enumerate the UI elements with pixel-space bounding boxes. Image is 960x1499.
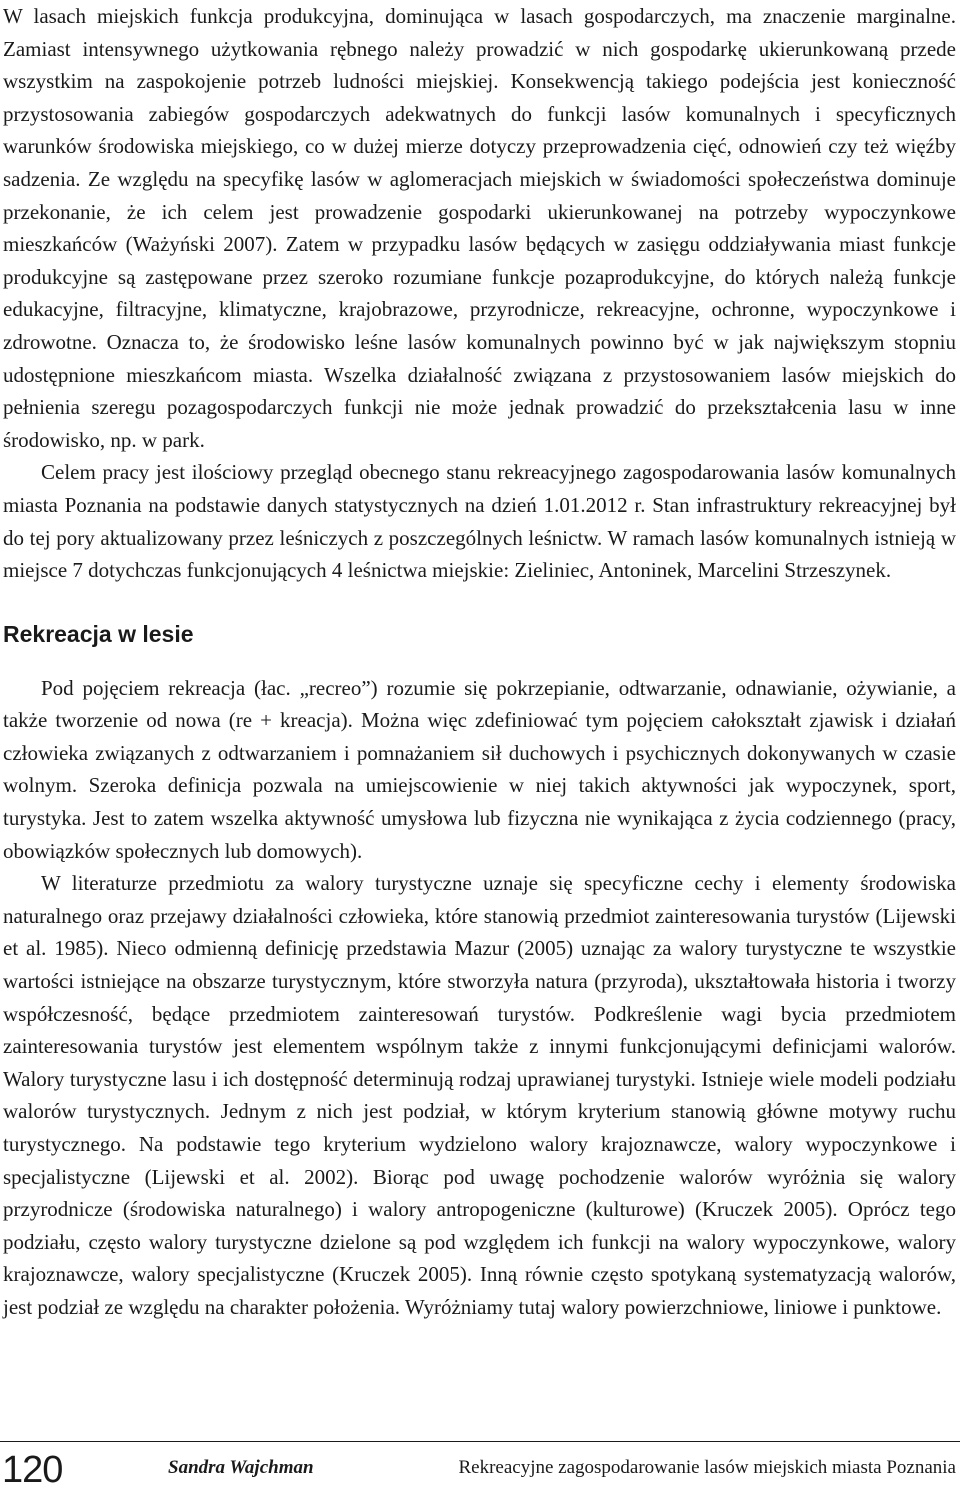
paragraph-study-aim: Celem pracy jest ilościowy przegląd obecnego stanu rekreacyjnego zagospodarowania lasów komunalnych miasta Poznania na podstawie danych statystycznych na dzień 1.01.2012 r. Stan infrastruktury rekreacyjnej był do tej pory aktualizowany przez leśniczych z poszczególnych leśnictw. W ramach lasów komunalnych istnieją w miejsce 7 dotychczas funkcjonujących 4 leśnictwa miejskie: Zieliniec, Antoninek, Marcelini Strzeszynek. bbox=[3, 460, 956, 583]
page-number: 120 bbox=[2, 1449, 63, 1491]
paragraph-tourist-values: W literaturze przedmiotu za walory turystyczne uznaje się specyficzne cechy i elementy środowiska naturalnego oraz przejawy działalności człowieka, które stanowią przedmiot zainteresowania turystów (Lijewski et al. 1985). Nieco odmienną definicję przedstawia Mazur (2005) uznając za walory turystyczne te wszystkie wartości istniejące na obszarze turystycznym, które stworzyła natura (przyroda), ukształtowała historia i tworzy współczesność, będące przedmiotem zainteresowań turystów. Podkreślenie wagi bycia przedmiotem zainteresowania turystów jest elementem wspólnym także z innymi funkcjonującymi definicjami walorów. Walory turystyczne lasu i ich dostępność determinują rodzaj uprawianej turystyki. Istnieje wiele modeli podziału walorów turystycznych. Jednym z nich jest podział, w którym kryterium stanowią główne motywy ruchu turystycznego. Na podstawie tego kryterium wydzielono walory krajoznawcze, walory wypoczynkowe i specjalistyczne (Lijewski et al. 2002). Biorąc pod uwagę pochodzenie walorów wyróżnia się walory przyrodnicze (środowiska naturalnego) i walory antropogeniczne (kulturowe) (Kruczek 2005). Oprócz tego podziału, często walory turystyczne dzielone są pod względem ich funkcji na walory wypoczynkowe, walory krajoznawcze, walory specjalistyczne (Kruczek 2005). Inną równie często spotykaną systematyzacją walorów, jest podział ze względu na charakter położenia. Wyróżniamy tutaj walory powierzchniowe, liniowe i punktowe. bbox=[3, 871, 956, 1319]
footer-author: Sandra Wajchman bbox=[168, 1457, 314, 1478]
section-title: Rekreacja w lesie bbox=[3, 620, 194, 647]
body-text bbox=[3, 0, 956, 1324]
paragraph-recreation-definition: Pod pojęciem rekreacja (łac. „recreo”) rozumie się pokrzepianie, odtwarzanie, odnawianie, ożywianie, a także tworzenie od nowa (re + kreacja). Można więc zdefiniować tym pojęciem całokształt zjawisk i działań człowieka związanych z odtwarzaniem i pomnażaniem sił duchowych i psychicznych dokonywanych w czasie wolnym. Szeroka definicja pozwala na umiejscowienie w niej takich aktywności jak wypoczynek, sport, turystyka. Jest to zatem wszelka aktywność umysłowa lub fizyczna nie wynikająca z życia codziennego (pracy, obowiązków społecznych lub domowych). bbox=[3, 675, 956, 863]
footer-running-title: Rekreacyjne zagospodarowanie lasów miejskich miasta Poznania bbox=[458, 1457, 956, 1478]
footer-divider bbox=[0, 1441, 960, 1442]
paragraph-urban-forest-functions: W lasach miejskich funkcja produkcyjna, dominująca w lasach gospodarczych, ma znaczenie marginalne. Zamiast intensywnego użytkowania rębnego należy prowadzić w nich gospodarkę ukierunkowaną przede wszystkim na zaspokojenie potrzeb ludności miejskiej. Konsekwencją takiego podejścia jest konieczność przystosowania zabiegów gospodarczych adekwatnych do funkcji lasów komunalnych i specyficznych warunków środowiska miejskiego, co w dużej mierze dotyczy przeprowadzenia cięć, odnowień czy też więźby sadzenia. Ze względu na specyfikę lasów w aglomeracjach miejskich w świadomości społeczeństwa dominuje przekonanie, że ich celem jest prowadzenie gospodarki ukierunkowanej na potrzeby wypoczynkowe mieszkańców (Ważyński 2007). Zatem w przypadku lasów będących w zasięgu oddziaływania miast funkcje produkcyjne są zastępowane przez szeroko rozumiane funkcje pozaprodukcyjne, do których należą funkcje edukacyjne, filtracyjne, klimatyczne, krajobrazowe, przyrodnicze, rekreacyjne, ochronne, wypoczynkowe i zdrowotne. Oznacza to, że środowisko leśne lasów komunalnych powinno być w jak największym stopniu udostępnione mieszkańcom miasta. Wszelka działalność związana z przystosowaniem lasów miejskich do pełnienia szeregu pozagospodarczych funkcji nie może jednak prowadzić do przekształcenia lasu w inne środowisko, np. w park. bbox=[3, 4, 956, 452]
